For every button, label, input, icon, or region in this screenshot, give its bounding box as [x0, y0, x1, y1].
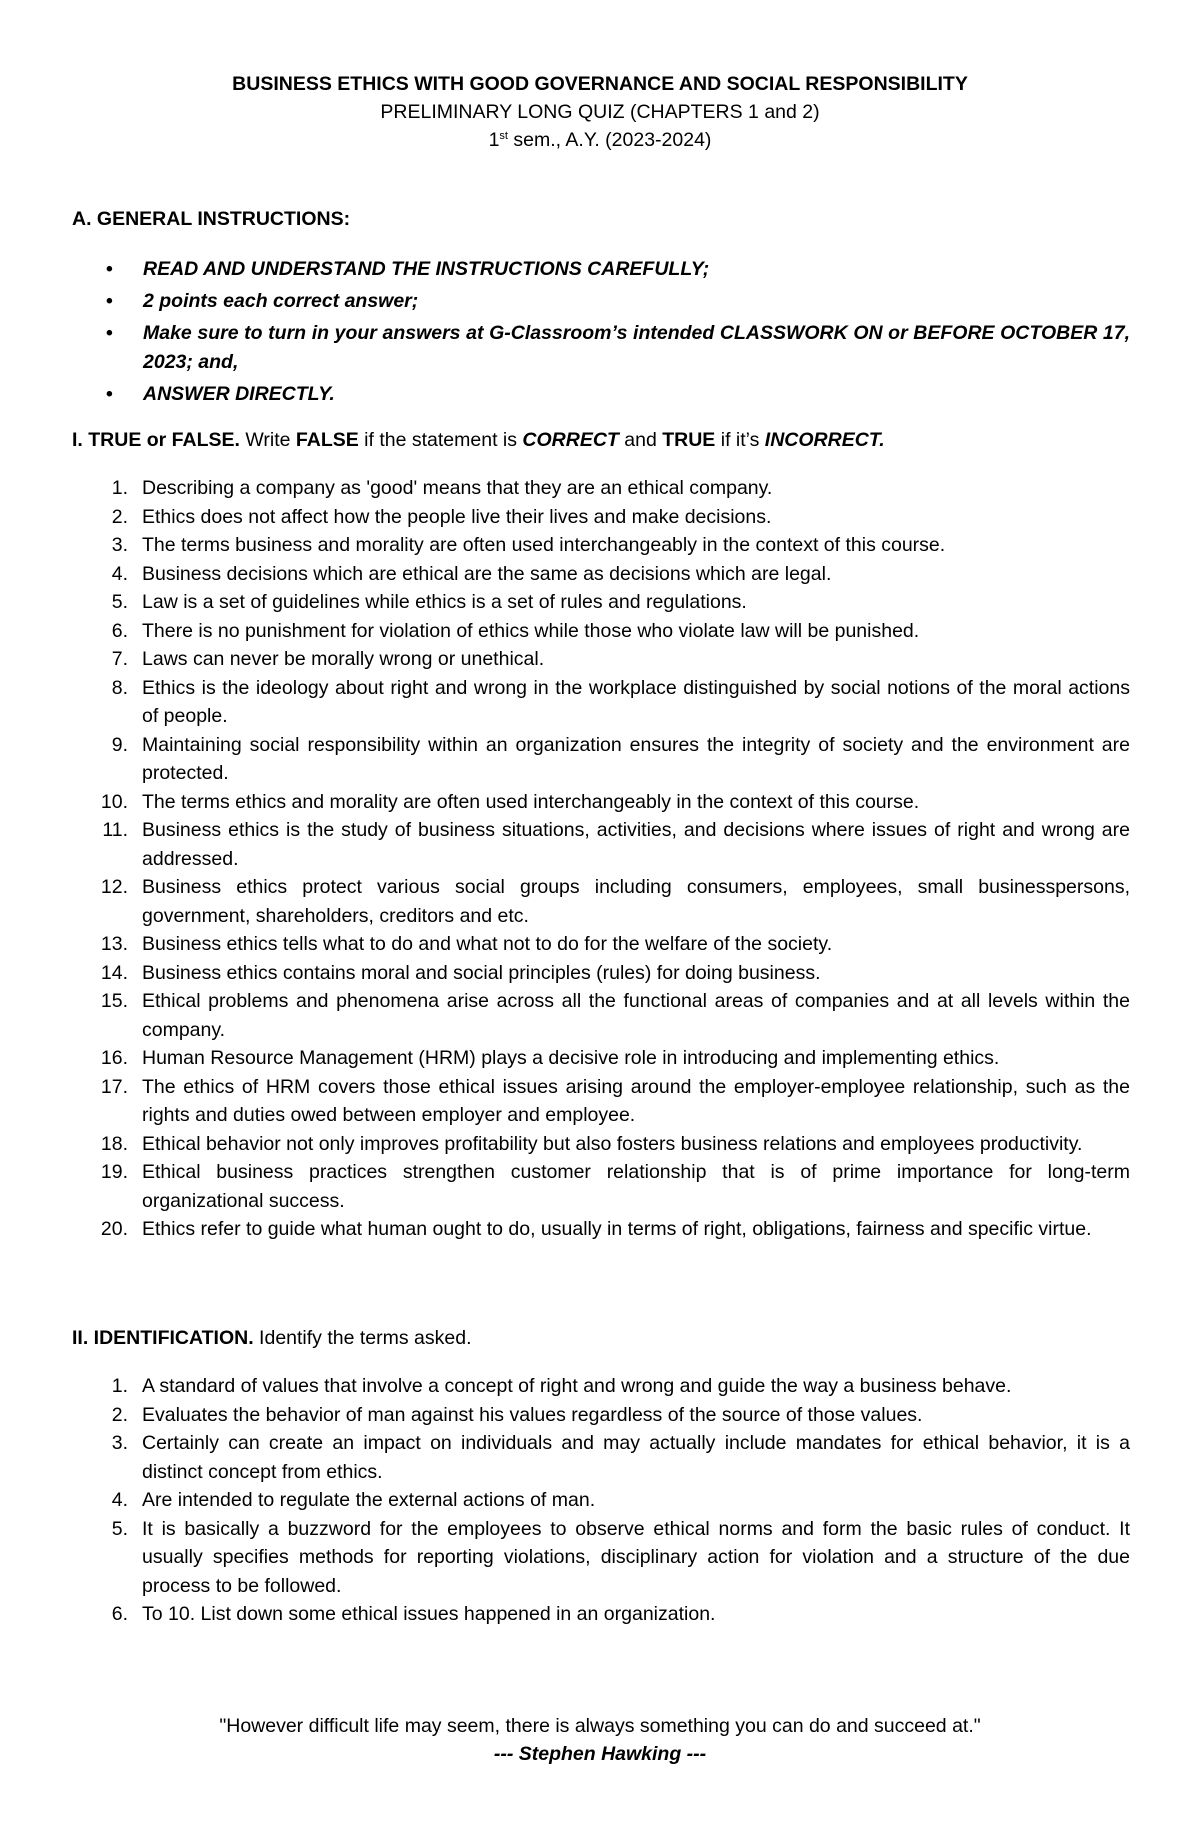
item-number: 19. — [100, 1161, 128, 1183]
item-text: Business ethics contains moral and social principles (rules) for doing business. — [142, 961, 821, 984]
item-text: There is no punishment for violation of ethics while those who violate law will be punished. — [142, 619, 920, 642]
bullet-icon: • — [106, 290, 113, 312]
item-number: 8. — [111, 676, 128, 699]
document-header — [0, 70, 1200, 154]
item-text: Ethics refer to guide what human ought to do, usually in terms of right, obligations, fairness and specific virtue. — [142, 1218, 1092, 1240]
item-number: 13. — [100, 933, 128, 955]
item-text: It is basically a buzzword for the employees to observe ethical norms and form the basic rules of conduct. It usually specifies methods for reporting violations, disciplinary action for violation and a structure of the due process to be followed. — [142, 1517, 1130, 1597]
item-number: 3. — [111, 1432, 128, 1454]
item-text: Business ethics protect various social groups including consumers, employees, small businesspersons, government, shareholders, creditors and etc. — [142, 876, 1130, 927]
item-number: 2. — [111, 505, 128, 528]
item-number: 7. — [111, 648, 128, 670]
true-false-item — [0, 503, 1200, 532]
identification-section — [0, 1372, 1200, 1629]
bullet-icon: • — [106, 258, 113, 280]
item-number: 20. — [100, 1218, 128, 1240]
identification-list — [0, 1372, 1200, 1629]
semester-number: 1 — [488, 129, 500, 151]
item-text: The terms business and morality are often used interchangeably in the context of this course. — [142, 534, 946, 556]
quote-text: "However difficult life may seem, there is always something you can do and succeed at." — [219, 1715, 981, 1737]
general-instructions-heading: A. GENERAL INSTRUCTIONS: — [72, 208, 351, 230]
instructions-list — [0, 255, 1200, 412]
identification-item — [0, 1515, 1200, 1601]
true-false-item — [0, 788, 1200, 817]
item-text: Evaluates the behavior of man against his values regardless of the source of those values. — [142, 1403, 923, 1426]
item-number: 9. — [111, 733, 128, 756]
true-false-heading: I. TRUE or FALSE. Write FALSE if the statement is CORRECT and TRUE if it’s INCORRECT. — [72, 429, 885, 451]
item-number: 16. — [100, 1047, 128, 1069]
item-text: Are intended to regulate the external actions of man. — [142, 1489, 596, 1511]
true-false-item — [0, 1130, 1200, 1159]
identification-heading: II. IDENTIFICATION. Identify the terms asked. — [72, 1327, 472, 1349]
item-text: Laws can never be morally wrong or unethical. — [142, 648, 545, 670]
true-false-item — [0, 873, 1200, 930]
item-number: 5. — [111, 1517, 128, 1540]
true-false-item — [0, 645, 1200, 674]
bullet-icon: • — [106, 383, 113, 405]
instruction-item: • Make sure to turn in your answers at G-Classroom’s intended CLASSWORK ON or BEFORE OCTOBER 17, 2023; and, — [0, 319, 1200, 377]
semester-year: sem., A.Y. (2023-2024) — [507, 129, 712, 151]
item-number: 10. — [100, 790, 128, 813]
document-title: BUSINESS ETHICS WITH GOOD GOVERNANCE AND SOCIAL RESPONSIBILITY — [232, 73, 968, 95]
item-text: Certainly can create an impact on individuals and may actually include mandates for ethical behavior, it is a distinct concept from ethics. — [142, 1432, 1130, 1483]
true-false-item — [0, 1215, 1200, 1244]
item-number: 5. — [111, 591, 128, 613]
true-false-item — [0, 987, 1200, 1044]
item-number: 4. — [111, 1489, 128, 1511]
true-false-item — [0, 674, 1200, 731]
item-text: A standard of values that involve a concept of right and wrong and guide the way a business behave. — [142, 1375, 1012, 1397]
true-false-item — [0, 588, 1200, 617]
true-false-item — [0, 617, 1200, 646]
item-number: 11. — [102, 819, 128, 841]
item-text: Business ethics is the study of business situations, activities, and decisions where issues of right and wrong are addressed. — [142, 819, 1130, 870]
item-number: 2. — [111, 1403, 128, 1426]
item-number: 1. — [111, 477, 128, 499]
item-number: 6. — [111, 1603, 128, 1625]
instruction-item: • 2 points each correct answer; — [0, 287, 1200, 316]
true-false-item — [0, 930, 1200, 959]
item-number: 15. — [100, 990, 128, 1012]
instruction-item: • READ AND UNDERSTAND THE INSTRUCTIONS CAREFULLY; — [0, 255, 1200, 284]
true-false-item — [0, 474, 1200, 503]
true-false-item — [0, 1158, 1200, 1215]
item-number: 12. — [100, 876, 128, 898]
item-text: Ethical business practices strengthen customer relationship that is of prime importance for long-term organizational success. — [142, 1161, 1130, 1212]
item-text: Business decisions which are ethical are the same as decisions which are legal. — [142, 562, 832, 585]
item-text: Ethical behavior not only improves profitability but also fosters business relations and employees productivity. — [142, 1132, 1083, 1155]
item-number: 3. — [111, 534, 128, 556]
item-text: Ethics does not affect how the people live their lives and make decisions. — [142, 505, 772, 528]
identification-item — [0, 1401, 1200, 1430]
item-number: 6. — [111, 619, 128, 642]
true-false-list — [0, 474, 1200, 1244]
item-text: Ethics is the ideology about right and wrong in the workplace distinguished by social notions of the moral actions of people. — [142, 676, 1130, 727]
true-false-item — [0, 1073, 1200, 1130]
item-text: Maintaining social responsibility within an organization ensures the integrity of society and the environment are protected. — [142, 733, 1130, 784]
instruction-item: • ANSWER DIRECTLY. — [0, 380, 1200, 409]
item-text: Human Resource Management (HRM) plays a decisive role in introducing and implementing ethics. — [142, 1047, 1000, 1069]
item-text: The ethics of HRM covers those ethical issues arising around the employer-employee relationship, such as the rights and duties owed between employer and employee. — [142, 1075, 1130, 1126]
item-text: To 10. List down some ethical issues happened in an organization. — [142, 1603, 716, 1625]
bullet-icon: • — [106, 322, 113, 344]
item-text: Describing a company as 'good' means that they are an ethical company. — [142, 477, 773, 499]
quote-author: --- Stephen Hawking --- — [493, 1743, 707, 1765]
identification-item — [0, 1372, 1200, 1401]
item-text: Ethical problems and phenomena arise across all the functional areas of companies and at all levels within the company. — [142, 990, 1130, 1041]
true-false-item — [0, 560, 1200, 589]
item-number: 1. — [111, 1375, 128, 1397]
true-false-item — [0, 959, 1200, 988]
item-text: The terms ethics and morality are often used interchangeably in the context of this course. — [142, 790, 920, 813]
item-number: 14. — [100, 961, 128, 984]
document-subtitle: PRELIMINARY LONG QUIZ (CHAPTERS 1 and 2) — [380, 101, 820, 123]
item-number: 17. — [100, 1075, 128, 1098]
true-false-item — [0, 1044, 1200, 1073]
item-number: 18. — [100, 1132, 128, 1155]
true-false-item — [0, 531, 1200, 560]
true-false-item — [0, 816, 1200, 873]
semester-ordinal: st — [499, 130, 508, 142]
item-text: Law is a set of guidelines while ethics is a set of rules and regulations. — [142, 591, 747, 613]
identification-item — [0, 1600, 1200, 1629]
identification-item — [0, 1429, 1200, 1486]
true-false-item — [0, 731, 1200, 788]
closing-quote — [0, 1712, 1200, 1768]
item-text: Business ethics tells what to do and what not to do for the welfare of the society. — [142, 933, 833, 955]
identification-item — [0, 1486, 1200, 1515]
true-false-section — [0, 474, 1200, 1244]
semester-line — [0, 126, 1200, 154]
item-number: 4. — [111, 562, 128, 585]
